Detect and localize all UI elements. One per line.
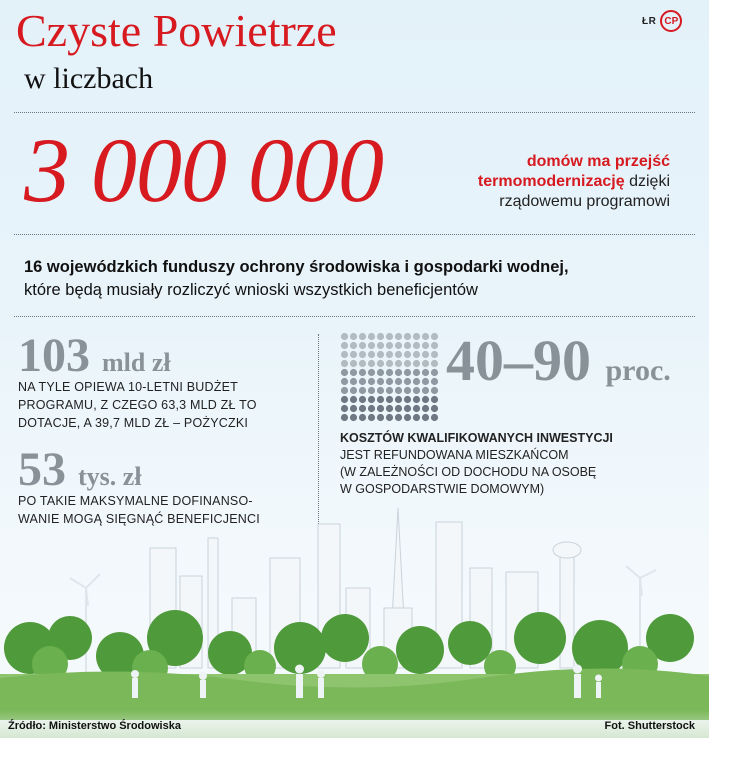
footer (0, 710, 709, 738)
matrix-dot (359, 378, 366, 385)
matrix-dot (413, 396, 420, 403)
matrix-dot (422, 351, 429, 358)
matrix-dot (395, 351, 402, 358)
matrix-dot (377, 378, 384, 385)
matrix-dot (350, 360, 357, 367)
max-grant-text-line: PO TAKIE MAKSYMALNE DOFINANSO- (18, 494, 253, 508)
matrix-dot (350, 378, 357, 385)
max-grant-stat (18, 443, 142, 496)
matrix-dot (413, 387, 420, 394)
page-title: Czyste Powietrze (16, 5, 337, 56)
matrix-dot (395, 414, 402, 421)
logo-lr-text: ŁR (642, 15, 657, 27)
refund-text-line: W GOSPODARSTWIE DOMOWYM) (340, 482, 545, 496)
page-subtitle: w liczbach (24, 62, 154, 95)
matrix-dot (431, 333, 438, 340)
matrix-dot (350, 342, 357, 349)
refund-text-line: (W ZALEŻNOŚCI OD DOCHODU NA OSOBĘ (340, 465, 597, 479)
matrix-dot (404, 351, 411, 358)
matrix-dot (341, 378, 348, 385)
matrix-dot (368, 396, 375, 403)
refund-bold-line: KOSZTÓW KWALIFIKOWANYCH INWESTYCJI (340, 431, 613, 445)
matrix-dot (404, 360, 411, 367)
matrix-dot (377, 342, 384, 349)
matrix-dot (413, 369, 420, 376)
matrix-dot (404, 414, 411, 421)
budget-unit: mld zł (102, 348, 171, 377)
matrix-dot (350, 333, 357, 340)
matrix-dot (377, 360, 384, 367)
matrix-dot (341, 369, 348, 376)
matrix-dot (359, 360, 366, 367)
matrix-dot (341, 342, 348, 349)
matrix-dot (422, 414, 429, 421)
matrix-dot (404, 378, 411, 385)
matrix-dot (422, 405, 429, 412)
matrix-dot (395, 405, 402, 412)
max-grant-text-line: WANIE MOGĄ SIĘGNĄĆ BENEFICJENCI (18, 512, 260, 526)
matrix-dot (395, 396, 402, 403)
budget-text-line: NA TYLE OPIEWA 10-LETNI BUDŻET (18, 380, 238, 394)
matrix-dot (377, 369, 384, 376)
matrix-dot (368, 387, 375, 394)
matrix-dot (422, 342, 429, 349)
matrix-dot (341, 387, 348, 394)
divider-stats (14, 316, 695, 317)
budget-text-line: DOTACJE, A 39,7 MLD ZŁ – POŻYCZKI (18, 416, 249, 430)
matrix-dot (431, 414, 438, 421)
matrix-dot (359, 369, 366, 376)
headline-description (440, 152, 670, 212)
matrix-dot (431, 369, 438, 376)
headline-desc-rest-1: dzięki (629, 173, 670, 190)
matrix-dot (431, 396, 438, 403)
headline-desc-red-2: termomodernizację (477, 173, 625, 190)
matrix-dot (386, 333, 393, 340)
matrix-dot (413, 378, 420, 385)
matrix-dot (368, 378, 375, 385)
refund-text-line: JEST REFUNDOWANA MIESZKAŃCOM (340, 448, 569, 462)
matrix-dot (413, 360, 420, 367)
refund-unit: proc. (605, 354, 671, 387)
headline-desc-rest-2: rządowemu programowi (499, 193, 670, 210)
funds-text (24, 256, 694, 302)
matrix-dot (386, 414, 393, 421)
matrix-dot (422, 396, 429, 403)
matrix-dot (422, 360, 429, 367)
matrix-dot (431, 378, 438, 385)
matrix-dot (413, 405, 420, 412)
matrix-dot (386, 405, 393, 412)
matrix-dot (431, 342, 438, 349)
matrix-dot (431, 405, 438, 412)
matrix-dot (368, 351, 375, 358)
matrix-dot (386, 360, 393, 367)
matrix-dot (404, 342, 411, 349)
matrix-dot (341, 405, 348, 412)
matrix-dot (395, 333, 402, 340)
matrix-dot (386, 342, 393, 349)
matrix-dot (359, 387, 366, 394)
matrix-dot (377, 333, 384, 340)
matrix-dot (404, 333, 411, 340)
matrix-dot (359, 414, 366, 421)
matrix-dot (359, 405, 366, 412)
matrix-dot (341, 396, 348, 403)
funds-bold-line: 16 wojewódzkich funduszy ochrony środowiska i gospodarki wodnej, (24, 258, 569, 276)
matrix-dot (386, 387, 393, 394)
budget-text-line: PROGRAMU, Z CZEGO 63,3 MLD ZŁ TO (18, 398, 257, 412)
matrix-dot (350, 369, 357, 376)
matrix-dot (377, 414, 384, 421)
matrix-dot (350, 414, 357, 421)
matrix-dot (341, 351, 348, 358)
matrix-dot (359, 333, 366, 340)
logo-cp-icon: CP (660, 10, 682, 32)
max-grant-value: 53 (18, 443, 66, 496)
matrix-dot (377, 405, 384, 412)
matrix-dot (359, 396, 366, 403)
matrix-dot (404, 387, 411, 394)
matrix-dot (404, 405, 411, 412)
matrix-dot (395, 378, 402, 385)
divider-top (14, 112, 695, 113)
matrix-dot (422, 333, 429, 340)
matrix-dot (422, 369, 429, 376)
matrix-dot (395, 360, 402, 367)
matrix-dot (341, 333, 348, 340)
matrix-dot (350, 396, 357, 403)
matrix-dot (368, 369, 375, 376)
dot-matrix-graphic (340, 332, 440, 424)
matrix-dot (422, 387, 429, 394)
photo-credit: Fot. Shutterstock (604, 720, 695, 732)
matrix-dot (368, 342, 375, 349)
matrix-dot (395, 369, 402, 376)
matrix-dot (377, 387, 384, 394)
matrix-dot (413, 414, 420, 421)
max-grant-unit: tys. zł (78, 462, 142, 491)
budget-value: 103 (18, 329, 90, 382)
headline-desc-red-1: domów ma przejść (526, 153, 670, 170)
budget-text (18, 378, 257, 432)
matrix-dot (386, 378, 393, 385)
matrix-dot (431, 360, 438, 367)
matrix-dot (368, 333, 375, 340)
publisher-logo (642, 10, 682, 32)
headline-number: 3 000 000 (24, 119, 383, 221)
matrix-dot (350, 351, 357, 358)
matrix-dot (431, 387, 438, 394)
source-credit: Źródło: Ministerstwo Środowiska (8, 720, 181, 732)
refund-stat (446, 328, 671, 393)
budget-stat (18, 329, 171, 382)
matrix-dot (377, 351, 384, 358)
matrix-dot (350, 405, 357, 412)
matrix-dot (350, 387, 357, 394)
matrix-dot (431, 351, 438, 358)
matrix-dot (395, 387, 402, 394)
refund-value: 40–90 (446, 328, 591, 393)
funds-rest-line: które będą musiały rozliczyć wnioski wszystkich beneficjentów (24, 281, 478, 299)
matrix-dot (386, 396, 393, 403)
city-illustration (0, 488, 709, 720)
matrix-dot (386, 351, 393, 358)
matrix-dot (413, 333, 420, 340)
matrix-dot (386, 369, 393, 376)
matrix-dot (368, 414, 375, 421)
matrix-dot (359, 342, 366, 349)
matrix-dot (413, 342, 420, 349)
matrix-dot (395, 342, 402, 349)
matrix-dot (341, 360, 348, 367)
matrix-dot (404, 396, 411, 403)
divider-middle (14, 234, 695, 235)
matrix-dot (368, 405, 375, 412)
matrix-dot (404, 369, 411, 376)
matrix-dot (413, 351, 420, 358)
matrix-dot (368, 360, 375, 367)
matrix-dot (377, 396, 384, 403)
matrix-dot (341, 414, 348, 421)
matrix-dot (422, 378, 429, 385)
matrix-dot (359, 351, 366, 358)
